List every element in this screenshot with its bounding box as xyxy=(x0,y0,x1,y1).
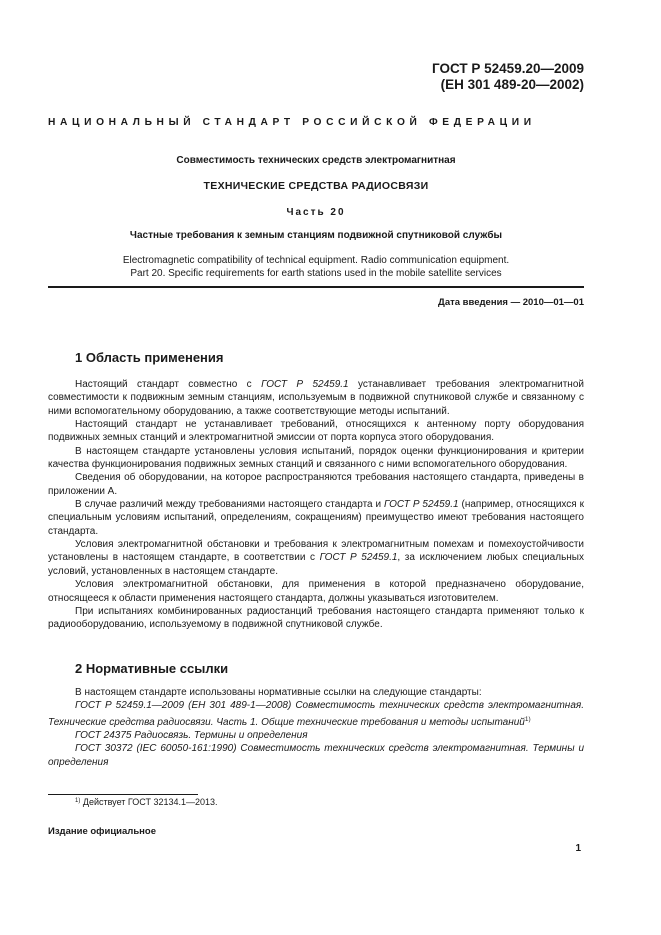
paragraph: Условия электромагнитной обстановки, для применения в которой предназначено оборудование, относящееся к области применения настоящего стандарта, должны указываться изготовителем. xyxy=(48,579,584,604)
paragraph: Настоящий стандарт совместно с ГОСТ Р 52459.1 устанавливает требования электромагнитной совместимости к подвижным земным станциям, используемым в подвижной спутниковой службе и связанному с ними вспомогательному оборудованию, а также соответствующие методы испытаний. xyxy=(48,379,584,417)
reference-item: ГОСТ 24375 Радиосвязь. Термины и определения xyxy=(75,730,308,742)
reference-item: ГОСТ Р 52459.1—2009 (ЕН 301 489-1—2008) Совместимость технических средств электромагнитная. Технические средства радиосвязи. Часть 1. Общие технические требования и методы испытаний$^{1)}$ xyxy=(48,700,584,728)
paragraph: В настоящем стандарте установлены условия испытаний, порядок оценки функционирования и критерии качества функционирования подвижных земных станций и связанного с ними вспомогательного оборудования. xyxy=(48,445,584,471)
title-divider xyxy=(48,286,584,288)
title-english xyxy=(48,254,584,280)
section-1-body xyxy=(48,378,584,632)
footnote-divider xyxy=(48,794,198,795)
footnote: $^{1)}$ Действует ГОСТ 32134.1—2013. xyxy=(75,797,218,807)
paragraph: Настоящий стандарт не устанавливает требований, относящихся к антенному порту оборудования подвижных земных станций и электромагнитной эмиссии от порта корпуса этого оборудования. xyxy=(48,419,584,444)
title-part: Часть 20 xyxy=(286,207,346,218)
section-2-body xyxy=(48,686,584,769)
title-specific: Частные требования к земным станциям подвижной спутниковой службы xyxy=(129,230,503,241)
reference-item: ГОСТ 30372 (IEC 60050-161:1990) Совместимость технических средств электромагнитная. Термины и определения xyxy=(48,743,584,768)
introduction-date: Дата введения — 2010—01—01 xyxy=(438,297,584,308)
paragraph: Сведения об оборудовании, на которое распространяются требования настоящего стандарта, приведены в приложении А. xyxy=(48,472,584,497)
paragraph: Условия электромагнитной обстановки и требования к электромагнитным помехам и помехоустойчивости установлены в настоящем стандарте, в соответствии с ГОСТ Р 52459.1, за исключением любых специальных условий, установленных в настоящем стандарте. xyxy=(48,539,584,577)
title-main: Совместимость технических средств электромагнитная xyxy=(176,155,456,166)
paragraph: При испытаниях комбинированных радиостанций требования настоящего стандарта применяют только к радиооборудованию, используемому в подвижной спутниковой службе. xyxy=(48,605,584,631)
standard-code-equivalent: (ЕН 301 489-20—2002) xyxy=(440,77,584,92)
page-number: 1 xyxy=(575,843,581,854)
edition-label: Издание официальное xyxy=(48,826,156,837)
reference: ГОСТ Р 52459.1 xyxy=(384,499,459,511)
reference: ГОСТ Р 52459.1 xyxy=(261,379,349,390)
footnote-marker: 1) xyxy=(524,715,531,723)
title-english-line1: Electromagnetic compatibility of technical equipment. Radio communication equipment. xyxy=(122,255,510,266)
title-english-line2: Part 20. Specific requirements for earth stations used in the mobile satellite services xyxy=(130,268,502,279)
title-sub: ТЕХНИЧЕСКИЕ СРЕДСТВА РАДИОСВЯЗИ xyxy=(203,180,429,192)
section-1-heading: 1 Область применения xyxy=(75,350,224,365)
paragraph: В настоящем стандарте использованы нормативные ссылки на следующие стандарты: xyxy=(75,687,482,698)
reference: ГОСТ Р 52459.1 xyxy=(319,552,398,564)
footnote-marker: 1) xyxy=(75,798,81,804)
national-standard-banner: НАЦИОНАЛЬНЫЙ СТАНДАРТ РОССИЙСКОЙ ФЕДЕРАЦИИ xyxy=(48,117,536,128)
paragraph: В случае различий между требованиями настоящего стандарта и ГОСТ Р 52459.1 (например, относящихся к специальным условиям испытаний, определениям, сокращениям) преимущество имеют требования настоящего стандарта. xyxy=(48,499,584,537)
standard-code: ГОСТ Р 52459.20—2009 xyxy=(432,61,584,76)
section-2-heading: 2 Нормативные ссылки xyxy=(75,661,229,676)
